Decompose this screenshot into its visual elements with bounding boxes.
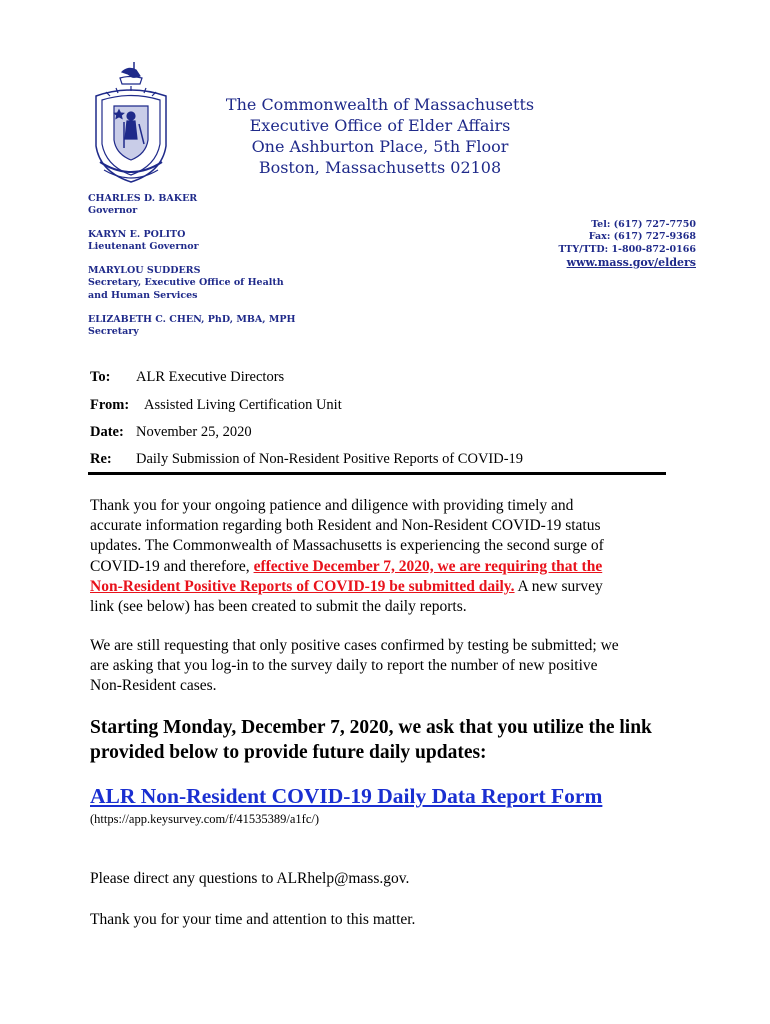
memo-to [90,369,284,386]
official-title: Secretary, Executive Office of Health [88,277,284,289]
memo-date-value: November 25, 2020 [136,424,252,440]
official-name: KARYN E. POLITO [88,229,186,240]
official-title: Lieutenant Governor [88,241,199,253]
official-elder-affairs-secretary [88,314,296,339]
emphasis-text: Non-Resident Positive Reports of COVID-19 be submitted daily. [90,577,515,595]
memo-subject-label: Re: [90,451,112,467]
text-line: provided below to provide future daily updates: [90,741,487,763]
emphasis-text: effective December 7, 2020, we are requiring that the [253,557,603,575]
closing-text: Thank you for your time and attention to this matter. [90,911,416,928]
text-line: Starting Monday, December 7, 2020, we ask that you utilize the link [90,717,652,738]
tty-number: TTY/TTD: 1-800-872-0166 [558,243,696,255]
official-name: ELIZABETH C. CHEN, PhD, MBA, MPH [88,314,296,325]
text-line: Thank you for your ongoing patience and diligence with providing timely and [90,497,574,514]
official-name: MARYLOU SUDDERS [88,265,201,276]
questions-text: Please direct any questions to ALRhelp@mass.gov. [90,870,410,887]
starting-notice [90,716,690,765]
report-form-link[interactable]: ALR Non-Resident COVID-19 Daily Data Report Form [90,784,603,808]
text-line [90,557,670,577]
agency-letterhead [200,94,560,178]
official-name: CHARLES D. BAKER [88,193,198,204]
memo-date-label: Date: [90,424,124,440]
letterhead-line: Executive Office of Elder Affairs [249,116,511,135]
text-line: link (see below) has been created to submit the daily reports. [90,598,467,616]
text-line [90,577,670,597]
memo-to-label: To: [90,369,111,385]
letterhead-line: Boston, Massachusetts 02108 [258,158,502,177]
official-title: Secretary [88,326,139,338]
official-title: and Human Services [88,289,198,301]
report-form-url: (https://app.keysurvey.com/f/41535389/a1fc/) [90,812,319,826]
letterhead-line: One Ashburton Place, 5th Floor [251,137,509,156]
fax-number: Fax: (617) 727-9368 [588,231,696,243]
text-line: updates. The Commonwealth of Massachusetts is experiencing the second surge of [90,537,604,555]
text-run: A new survey [514,577,603,595]
text-line: are asking that you log-in to the survey daily to report the number of new positive [90,657,598,675]
contact-info [559,219,696,256]
memo-subject-value: Daily Submission of Non-Resident Positive Reports of COVID-19 [136,451,524,467]
memo-from-value: Assisted Living Certification Unit [144,397,342,413]
official-governor [88,193,197,218]
official-hhs-secretary [88,265,284,302]
text-line: Non-Resident cases. [90,677,217,695]
text-line: We are still requesting that only positive cases confirmed by testing be submitted; we [90,637,619,654]
official-lieutenant-governor [88,229,199,254]
memo-from [90,397,342,414]
letterhead-line: The Commonwealth of Massachusetts [225,95,535,114]
text-line: accurate information regarding both Resident and Non-Resident COVID-19 status [90,517,601,535]
header-divider [88,472,666,475]
paragraph-intro [90,496,670,617]
massachusetts-seal-icon [86,62,176,192]
paragraph-request [90,636,670,697]
memo-date [90,424,252,441]
memo-from-label: From: [90,397,130,413]
memo-to-value: ALR Executive Directors [136,369,285,385]
phone-number: Tel: (617) 727-7750 [591,219,696,230]
official-title: Governor [88,205,138,217]
memo-subject [90,451,523,468]
text-run: COVID-19 and therefore, [90,557,254,575]
website-link[interactable]: www.mass.gov/elders [566,256,696,269]
